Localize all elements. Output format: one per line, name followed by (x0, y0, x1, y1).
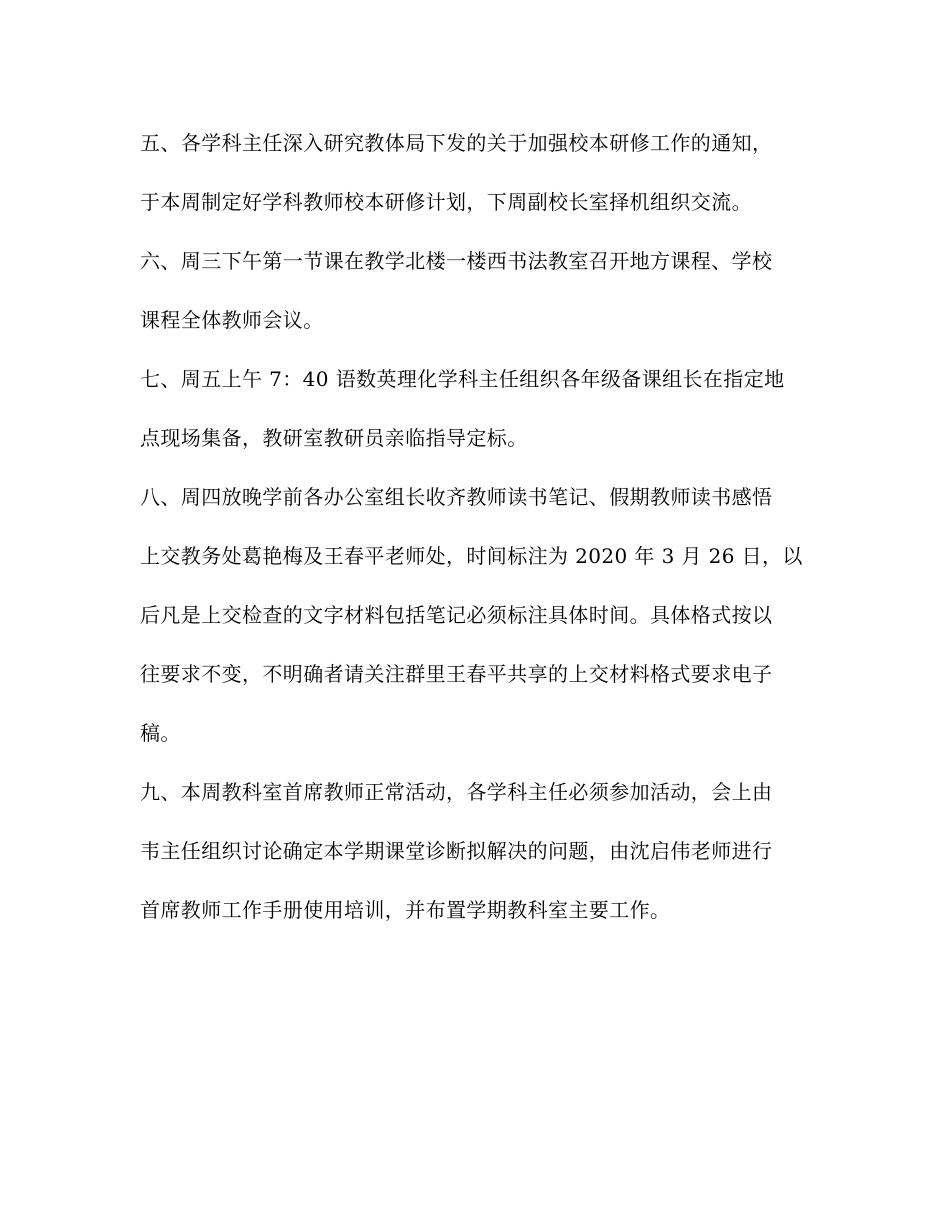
text-line: 七、周五上午 7：40 语数英理化学科主任组织各年级备课组长在指定地 (140, 367, 785, 391)
text-line: 韦主任组织讨论确定本学期课堂诊断拟解决的问题，由沈启伟老师进行 (140, 839, 773, 863)
text-line: 点现场集备，教研室教研员亲临指导定标。 (140, 426, 528, 450)
text-line: 课程全体教师会议。 (140, 308, 324, 332)
text-line: 上交教务处葛艳梅及王春平老师处，时间标注为 2020 年 3 月 26 日，以 (140, 544, 803, 568)
text-line: 往要求不变，不明确者请关注群里王春平共享的上交材料格式要求电子 (140, 662, 773, 686)
text-line: 六、周三下午第一节课在教学北楼一楼西书法教室召开地方课程、学校 (140, 249, 773, 273)
text-line: 首席教师工作手册使用培训，并布置学期教科室主要工作。 (140, 898, 671, 922)
text-line: 稿。 (140, 721, 181, 745)
text-line: 于本周制定好学科教师校本研修计划，下周副校长室择机组织交流。 (140, 190, 752, 214)
text-line: 后凡是上交检查的文字材料包括笔记必须标注具体时间。具体格式按以 (140, 603, 773, 627)
text-line: 九、本周教科室首席教师正常活动，各学科主任必须参加活动，会上由 (140, 780, 773, 804)
text-line: 五、各学科主任深入研究教体局下发的关于加强校本研修工作的通知， (140, 131, 773, 155)
text-line: 八、周四放晚学前各办公室组长收齐教师读书笔记、假期教师读书感悟 (140, 485, 773, 509)
document-body (140, 114, 820, 940)
